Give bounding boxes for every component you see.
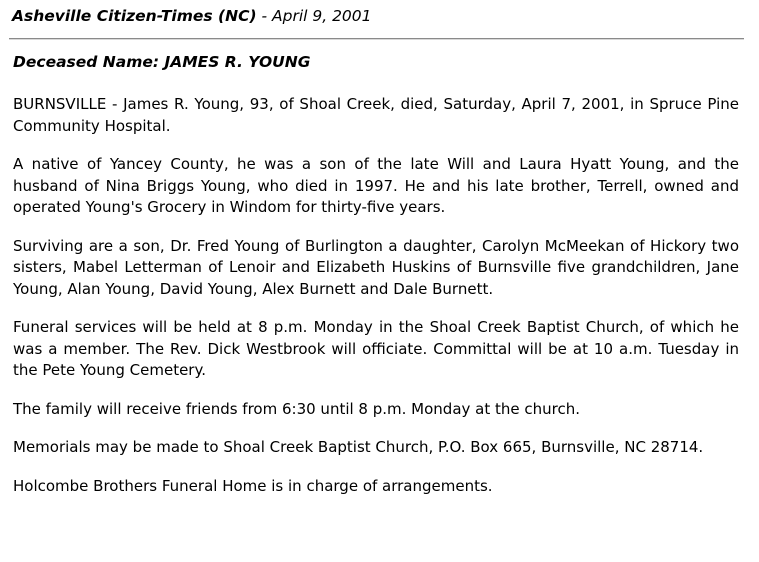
- newspaper-header: [12, 7, 372, 25]
- paragraph-memorials: Memorials may be made to Shoal Creek Baptist Church, P.O. Box 665, Burnsville, NC 28714.: [13, 438, 704, 456]
- header-divider: [9, 38, 744, 40]
- paragraph-biography: A native of Yancey County, he was a son of the late Will and Laura Hyatt Young, and the husband of Nina Briggs Young, who died in 1997. He and his late brother, Terrell, owned and operated Young's Grocery in Windom for thirty-five years.: [13, 155, 739, 216]
- obituary-body: [13, 94, 739, 514]
- header-separator: -: [256, 7, 272, 25]
- paragraph-funeral-services: Funeral services will be held at 8 p.m. Monday in the Shoal Creek Baptist Church, of which he was a member. The Rev. Dick Westbrook will officiate. Committal will be at 10 a.m. Tuesday in the Pete Young Cemetery.: [13, 318, 739, 379]
- newspaper-name: Asheville Citizen-Times (NC): [12, 7, 257, 25]
- paragraph-arrangements: Holcombe Brothers Funeral Home is in charge of arrangements.: [13, 476, 493, 495]
- paragraph-death-notice: BURNSVILLE - James R. Young, 93, of Shoal Creek, died, Saturday, April 7, 2001, in Spruce Pine Community Hospital.: [13, 95, 739, 135]
- paragraph-survivors: Surviving are a son, Dr. Fred Young of Burlington a daughter, Carolyn McMeekan of Hickory two sisters, Mabel Letterman of Lenoir and Elizabeth Huskins of Burnsville five grandchildren, Jane Young, Alan Young, David Young, Alex Burnett and Dale Burnett.: [13, 236, 739, 298]
- publication-date: April 9, 2001: [272, 7, 372, 25]
- paragraph-visitation: The family will receive friends from 6:30 until 8 p.m. Monday at the church.: [13, 399, 581, 418]
- deceased-name: Deceased Name: JAMES R. YOUNG: [13, 53, 311, 71]
